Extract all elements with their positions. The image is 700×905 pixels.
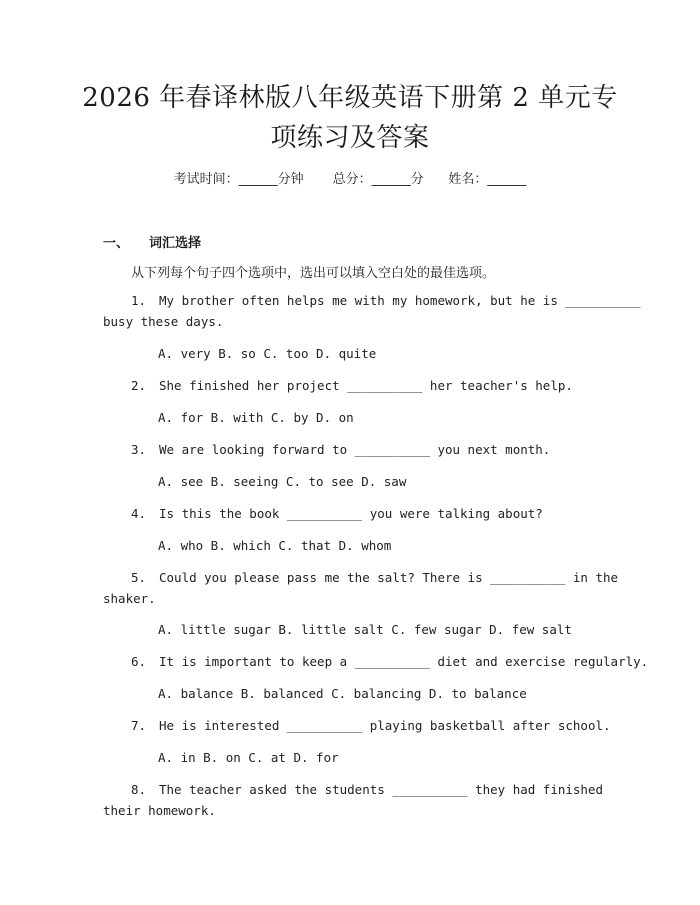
section-instruction: 从下列每个句子四个选项中，选出可以填入空白处的最佳选项。 bbox=[131, 266, 496, 281]
question-text: It is important to keep a __________ diet and exercise regularly. bbox=[159, 654, 649, 669]
question-number: 8. bbox=[131, 782, 147, 797]
title-line-1: 2026 年春译林版八年级英语下册第 2 单元专 bbox=[82, 83, 618, 113]
question-number: 7. bbox=[131, 718, 147, 733]
question-4 bbox=[103, 503, 603, 524]
question-text: She finished her project __________ her teacher's help. bbox=[159, 378, 573, 393]
question-number: 2. bbox=[131, 378, 147, 393]
question-number: 5. bbox=[131, 570, 147, 585]
question-text: We are looking forward to __________ you next month. bbox=[159, 442, 551, 457]
question-1 bbox=[103, 290, 641, 332]
question-text-continued: their homework. bbox=[103, 803, 216, 818]
question-8 bbox=[103, 779, 603, 821]
question-7-options: A. in B. on C. at D. for bbox=[158, 750, 339, 765]
total-score-label: 总分：______分 bbox=[332, 172, 424, 187]
section-title: 词汇选择 bbox=[149, 236, 202, 251]
question-6 bbox=[103, 651, 649, 672]
section-number: 一、 bbox=[103, 236, 130, 251]
question-text: The teacher asked the students __________ they had finished bbox=[159, 782, 604, 797]
page-title bbox=[60, 78, 640, 158]
question-3-options: A. see B. seeing C. to see D. saw bbox=[158, 474, 407, 489]
question-5-options: A. little sugar B. little salt C. few sugar D. few salt bbox=[158, 622, 572, 637]
question-text: Could you please pass me the salt? There is __________ in the bbox=[159, 570, 619, 585]
question-7 bbox=[103, 715, 611, 736]
question-text: He is interested __________ playing basketball after school. bbox=[159, 718, 611, 733]
question-1-options: A. very B. so C. too D. quite bbox=[158, 346, 377, 361]
question-3 bbox=[103, 439, 603, 460]
section-heading bbox=[103, 232, 201, 251]
question-number: 4. bbox=[131, 506, 147, 521]
question-number: 1. bbox=[131, 293, 147, 308]
question-text: My brother often helps me with my homework, but he is __________ bbox=[159, 293, 641, 308]
exam-time-label: 考试时间：______分钟 bbox=[173, 172, 304, 187]
question-text-continued: shaker. bbox=[103, 591, 156, 606]
student-name-label: 姓名：______ bbox=[448, 172, 527, 187]
question-2 bbox=[103, 375, 603, 396]
question-6-options: A. balance B. balanced C. balancing D. to balance bbox=[158, 686, 527, 701]
exam-meta bbox=[0, 168, 700, 187]
question-5 bbox=[103, 567, 619, 609]
question-text: Is this the book __________ you were talking about? bbox=[159, 506, 543, 521]
question-2-options: A. for B. with C. by D. on bbox=[158, 410, 354, 425]
title-line-2: 项练习及答案 bbox=[270, 123, 430, 153]
question-number: 3. bbox=[131, 442, 147, 457]
question-text-continued: busy these days. bbox=[103, 314, 224, 329]
question-number: 6. bbox=[131, 654, 147, 669]
question-4-options: A. who B. which C. that D. whom bbox=[158, 538, 392, 553]
